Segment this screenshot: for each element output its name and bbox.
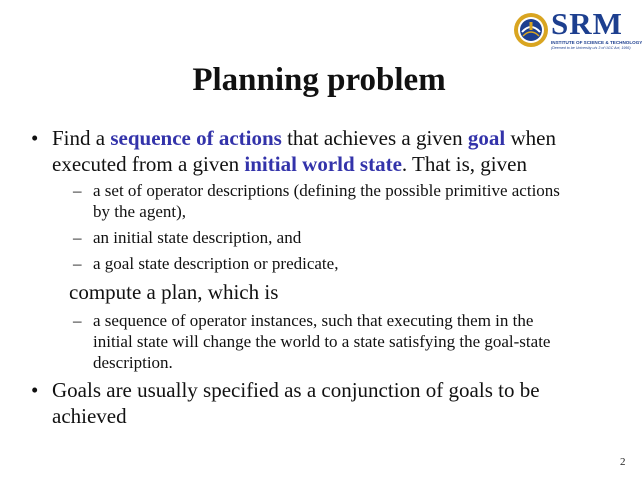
sub-bullet-plan-3: description. — [93, 353, 173, 372]
bullet2-line2: achieved — [52, 404, 127, 428]
bullet2-line1: Goals are usually specified as a conjunction of goals to be — [52, 378, 540, 402]
srm-emblem-icon — [513, 12, 549, 48]
slide-title: Planning problem — [192, 62, 446, 98]
sub-bullet-goal-state: a goal state description or predicate, — [93, 254, 339, 273]
keyword-goal: goal — [467, 126, 506, 150]
continuation-text: compute a plan, which is — [69, 280, 279, 304]
bullet1-line1: Find a sequence of actions that achieves a given goal when — [52, 126, 556, 150]
logo-institute-line: INSTITUTE OF SCIENCE & TECHNOLOGY — [551, 40, 642, 45]
bullet-icon: • — [31, 126, 39, 150]
dash-icon: – — [73, 181, 82, 200]
logo-deemed-line: (Deemed to be University u/s 3 of UGC Act, 1956) — [551, 46, 631, 50]
logo-wordmark: SRM — [551, 6, 623, 41]
bullet1-line2: executed from a given initial world state. That is, given — [52, 152, 527, 176]
dash-icon: – — [73, 228, 82, 247]
sub-bullet-operators: a set of operator descriptions (defining the possible primitive actions — [93, 181, 560, 200]
sub-bullet-plan-2: initial state will change the world to a state satisfying the goal-state — [93, 332, 551, 351]
sub-bullet-operators-cont: by the agent), — [93, 202, 186, 221]
dash-icon: – — [73, 311, 82, 330]
bullet-icon: • — [31, 378, 39, 402]
srm-logo — [513, 6, 642, 50]
keyword-sequence-of-actions: sequence of actions — [110, 126, 282, 150]
sub-bullet-plan-1: a sequence of operator instances, such that executing them in the — [93, 311, 534, 330]
page-number: 2 — [620, 456, 626, 468]
keyword-initial-world-state: initial world state — [244, 152, 402, 176]
dash-icon: – — [73, 254, 82, 273]
sub-bullet-initial-state: an initial state description, and — [93, 228, 302, 247]
